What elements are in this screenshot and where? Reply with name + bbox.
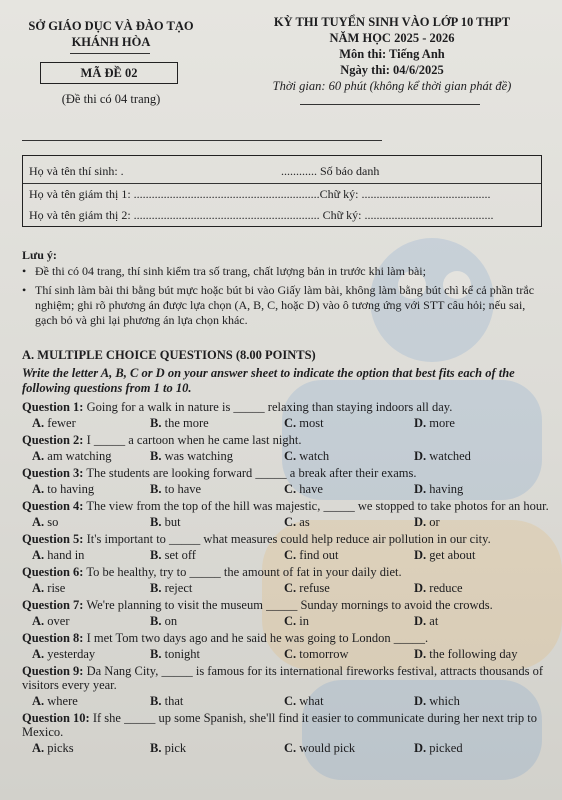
school-year: NĂM HỌC 2025 - 2026 [329,31,455,45]
question-text: To be healthy, try to _____ the amount of fat in your daily diet. [86,565,402,579]
option-a: A. over [32,614,70,628]
option-a: A. yesterday [32,647,96,661]
question-item [22,499,552,532]
option-d: D. the following day [414,647,518,661]
options-row [22,694,552,711]
exam-info-block [232,14,552,94]
exam-duration: Thời gian: 60 phút (không kể thời gian phát đề) [272,79,512,93]
option-c: C. refuse [284,581,330,595]
question-item [22,565,552,598]
option-c: C. what [284,694,324,708]
question-text: The view from the top of the hill was majestic, _____ we stopped to take photos for an hour. [86,499,549,513]
question-label: Question 1: [22,400,84,414]
option-b: B. to have [150,482,202,496]
proctor-1-field: Họ và tên giám thị 1: ..............................................................Chữ ký: ........................................... [29,187,491,201]
options-row [22,416,552,433]
question-item [22,433,552,466]
option-a: A. so [32,515,59,529]
options-row [22,449,552,466]
province-name: KHÁNH HÒA [71,35,151,49]
option-c: C. tomorrow [284,647,349,661]
options-row [22,548,552,565]
option-d: D. which [414,694,460,708]
options-row [22,647,552,664]
question-item [22,598,552,631]
candidate-name-field: Họ và tên thí sinh: . [29,164,124,178]
option-c: C. most [284,416,324,430]
option-c: C. in [284,614,310,628]
option-a: A. hand in [32,548,85,562]
option-d: D. more [414,416,455,430]
options-row [22,741,552,758]
option-d: D. at [414,614,439,628]
question-label: Question 2: [22,433,84,447]
option-c: C. have [284,482,323,496]
option-d: D. reduce [414,581,463,595]
question-item [22,532,552,565]
option-b: B. but [150,515,181,529]
option-b: B. reject [150,581,193,595]
info-underline [300,104,480,105]
option-b: B. that [150,694,184,708]
option-c: C. would pick [284,741,356,755]
exam-code-box: MÃ ĐỀ 02 [40,62,178,84]
option-d: D. picked [414,741,463,755]
option-c: C. find out [284,548,339,562]
option-c: C. as [284,515,310,529]
question-text: The students are looking forward _____ a break after their exams. [86,466,417,480]
question-text: Going for a walk in nature is _____ relaxing than staying indoors all day. [86,400,453,414]
option-a: A. picks [32,741,74,755]
options-row [22,482,552,499]
option-b: B. the more [150,416,209,430]
question-item [22,400,552,433]
option-d: D. get about [414,548,476,562]
question-label: Question 7: [22,598,84,612]
question-text: Da Nang City, _____ is famous for its international fireworks festival, attracts thousands of visitors every year. [22,664,543,692]
candidate-row-rule [23,183,541,184]
notes-title: Lưu ý: [22,248,57,262]
question-text: If she _____ up some Spanish, she'll find it easier to communicate during her next trip to Mexico. [22,711,538,739]
section-title: A. MULTIPLE CHOICE QUESTIONS (8.00 POINTS) [22,348,316,362]
question-label: Question 5: [22,532,84,546]
option-d: D. watched [414,449,471,463]
option-a: A. to having [32,482,95,496]
question-label: Question 4: [22,499,84,513]
department-block [18,18,204,50]
question-text: It's important to _____ what measures could help reduce air pollution in our city. [86,532,491,546]
header-underline [70,53,150,54]
option-a: A. where [32,694,78,708]
question-text: I _____ a cartoon when he came last night. [86,433,302,447]
options-row [22,581,552,598]
question-item [22,711,552,758]
question-item [22,631,552,664]
proctor-2-field: Họ và tên giám thị 2: .............................................................. Chữ ký: ........................................... [29,208,494,222]
option-b: B. set off [150,548,196,562]
exam-subject: Môn thi: Tiếng Anh [339,47,445,61]
note-item: • Thí sinh làm bài thi bằng bút mực hoặc bút bi vào Giấy làm bài, không làm bằng bút chì kể cả phần trắc nghiệm; ghi rõ phương án được lựa chọn (A, B, C, hoặc D) vào ô tương ứng với STT câu hỏi; nếu sai, gạch bỏ và ghi lại phương án lựa chọn khác. [22,283,546,328]
notes-list [22,264,546,332]
option-b: B. on [150,614,178,628]
candidate-info-box [22,155,542,227]
option-a: A. fewer [32,416,76,430]
question-label: Question 6: [22,565,84,579]
option-d: D. or [414,515,440,529]
question-list [22,400,552,758]
question-label: Question 8: [22,631,84,645]
candidate-number-field: ............ Số báo danh [281,164,380,178]
question-text: I met Tom two days ago and he said he was going to London _____. [86,631,429,645]
question-item [22,466,552,499]
question-label: Question 3: [22,466,84,480]
question-label: Question 9: [22,664,84,678]
question-text: We're planning to visit the museum _____ Sunday mornings to avoid the crowds. [86,598,493,612]
option-d: D. having [414,482,464,496]
section-instruction: Write the letter A, B, C or D on your answer sheet to indicate the option that best fits each of the following questions from 1 to 10. [22,366,515,395]
option-a: A. am watching [32,449,112,463]
options-row [22,515,552,532]
option-b: B. pick [150,741,187,755]
exam-date: Ngày thi: 04/6/2025 [340,63,444,77]
department-name: SỞ GIÁO DỤC VÀ ĐÀO TẠO [28,19,194,33]
option-b: B. was watching [150,449,233,463]
option-b: B. tonight [150,647,201,661]
options-row [22,614,552,631]
question-item [22,664,552,711]
option-a: A. rise [32,581,66,595]
candidate-top-rule [22,140,382,141]
note-item: • Đề thi có 04 trang, thí sinh kiểm tra số trang, chất lượng bản in trước khi làm bài; [22,264,546,279]
exam-title: KỲ THI TUYỂN SINH VÀO LỚP 10 THPT [273,15,511,29]
question-label: Question 10: [22,711,90,725]
option-c: C. watch [284,449,330,463]
pages-note: (Đề thi có 04 trang) [61,92,161,106]
